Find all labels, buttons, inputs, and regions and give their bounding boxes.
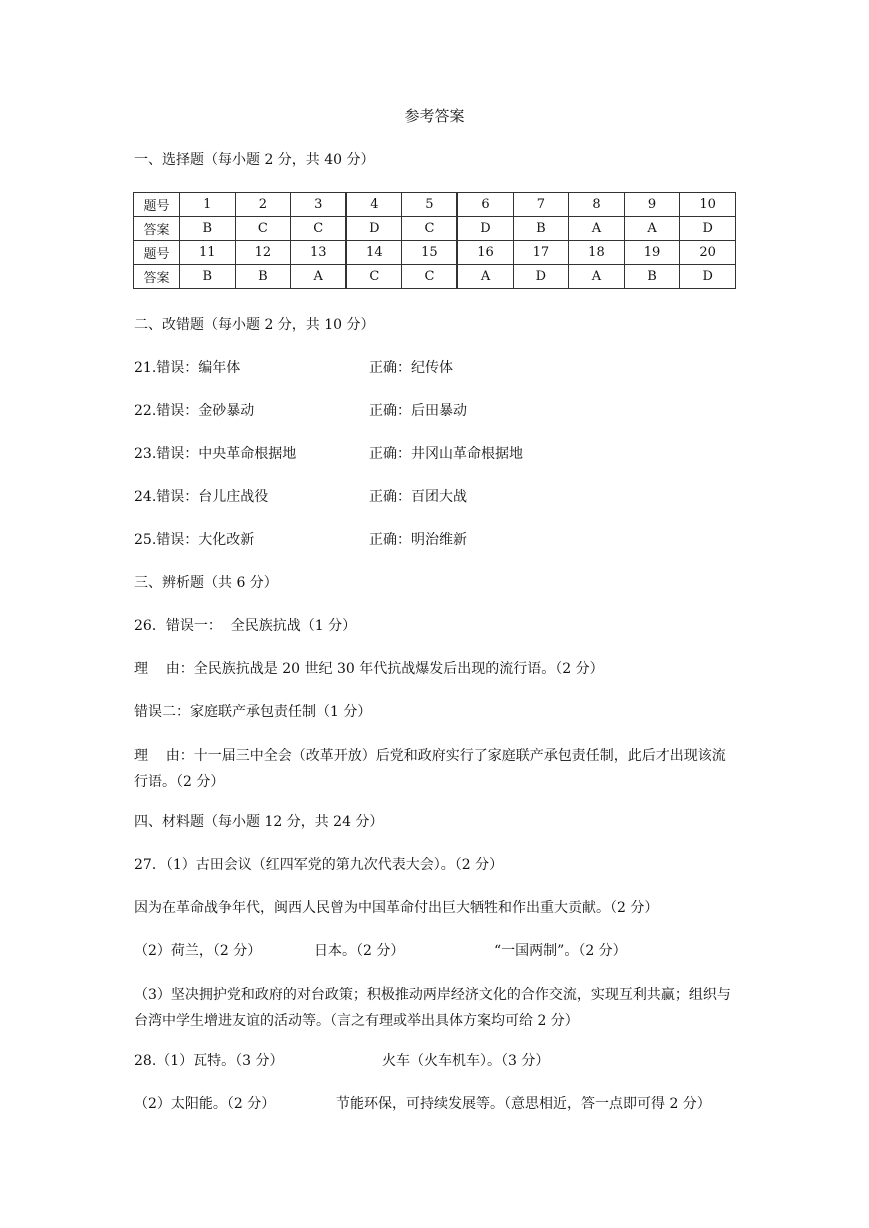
answer-table-cell: C	[291, 217, 347, 241]
answer-table-row-header: 题号	[134, 193, 180, 217]
answer-table-cell: 9	[624, 193, 680, 217]
q26-reason-two: 理 由：十一届三中全会（改革开放）后党和政府实行了家庭联产承包责任制，此后才出现该流行语。（2 分）	[134, 748, 726, 790]
q26-reason-one: 理 由：全民族抗战是 20 世纪 30 年代抗战爆发后出现的流行语。（2 分）	[134, 661, 604, 677]
answer-table-row-header: 答案	[134, 265, 180, 289]
answer-table-cell: B	[513, 217, 569, 241]
answer-table-cell: 6	[457, 193, 513, 217]
correction-21-wrong: 21.错误：编年体	[134, 360, 241, 376]
q27-part2-c: “一国两制”。（2 分）	[494, 943, 627, 959]
answer-table-cell: D	[346, 217, 402, 241]
q27-part2-a: （2）荷兰，（2 分）	[134, 943, 262, 959]
correction-23-wrong: 23.错误：中央革命根据地	[134, 446, 297, 462]
answer-table-cell: 17	[513, 241, 569, 265]
answer-table	[133, 192, 736, 289]
correction-24-wrong: 24.错误：台儿庄战役	[134, 489, 269, 505]
correction-25-right: 正确：明治维新	[369, 532, 467, 548]
answer-table-cell: 5	[402, 193, 458, 217]
answer-table-cell: 14	[346, 241, 402, 265]
answer-table-cell: A	[569, 265, 625, 289]
answer-table-cell: 15	[402, 241, 458, 265]
q28-part2-b: 节能环保，可持续发展等。（意思相近，答一点即可得 2 分）	[336, 1096, 711, 1112]
section2-heading: 二、改错题（每小题 2 分，共 10 分）	[134, 317, 375, 333]
answer-table-cell: 7	[513, 193, 569, 217]
answer-table-cell: 4	[346, 193, 402, 217]
q26-error-two: 错误二：家庭联产承包责任制（1 分）	[134, 704, 372, 720]
answer-table-row	[134, 217, 736, 241]
answer-table-cell: B	[180, 217, 236, 241]
answer-table-row-header: 答案	[134, 217, 180, 241]
answer-table-cell: A	[291, 265, 347, 289]
answer-table-cell: 1	[180, 193, 236, 217]
answer-table-cell: 8	[569, 193, 625, 217]
q28-part1-a: 28.（1）瓦特。（3 分）	[134, 1053, 284, 1069]
q28-part2-a: （2）太阳能。（2 分）	[134, 1096, 276, 1112]
correction-21-right: 正确：纪传体	[369, 360, 453, 376]
answer-table-cell: B	[235, 265, 291, 289]
answer-table-cell: 10	[680, 193, 736, 217]
answer-table-cell: 12	[235, 241, 291, 265]
correction-25-wrong: 25.错误：大化改新	[134, 532, 255, 548]
answer-table-row	[134, 193, 736, 217]
answer-table-row	[134, 265, 736, 289]
q27-part1: 27．（1）古田会议（红四军党的第九次代表大会）。（2 分）	[134, 857, 504, 873]
section3-heading: 三、辨析题（共 6 分）	[134, 575, 278, 591]
answer-table-cell: 2	[235, 193, 291, 217]
section1-heading: 一、选择题（每小题 2 分，共 40 分）	[134, 152, 375, 168]
page-title: 参考答案	[404, 107, 465, 125]
q26-error-one: 26．错误一： 全民族抗战（1 分）	[134, 618, 357, 634]
answer-table-cell: B	[624, 265, 680, 289]
answer-table-cell: D	[513, 265, 569, 289]
answer-table-cell: A	[569, 217, 625, 241]
answer-table-cell: C	[402, 265, 458, 289]
answer-table-cell: D	[680, 265, 736, 289]
correction-22-wrong: 22.错误：金砂暴动	[134, 403, 255, 419]
q28-part1-b: 火车（火车机车）。（3 分）	[382, 1053, 550, 1069]
correction-24-right: 正确：百团大战	[369, 489, 467, 505]
answer-table-row	[134, 241, 736, 265]
q27-part2-b: 日本。（2 分）	[314, 943, 405, 959]
answer-table-cell: D	[457, 217, 513, 241]
correction-23-right: 正确：井冈山革命根据地	[369, 446, 523, 462]
answer-table-cell: 3	[291, 193, 347, 217]
answer-table-cell: A	[457, 265, 513, 289]
answer-table-cell: 18	[569, 241, 625, 265]
answer-table-cell: C	[235, 217, 291, 241]
answer-table-cell: A	[624, 217, 680, 241]
answer-table-cell: 13	[291, 241, 347, 265]
correction-22-right: 正确：后田暴动	[369, 403, 467, 419]
q27-part3: （3）坚决拥护党和政府的对台政策；积极推动两岸经济文化的合作交流，实现互利共赢；组织与台湾中学生增进友谊的活动等。（言之有理或举出具体方案均可给 2 分）	[134, 987, 731, 1029]
answer-table-row-header: 题号	[134, 241, 180, 265]
answer-table-cell: 20	[680, 241, 736, 265]
answer-table-cell: C	[346, 265, 402, 289]
section4-heading: 四、材料题（每小题 12 分，共 24 分）	[134, 814, 384, 830]
answer-table-cell: 16	[457, 241, 513, 265]
answer-table-cell: 11	[180, 241, 236, 265]
q27-part1-reason: 因为在革命战争年代，闽西人民曾为中国革命付出巨大牺牲和作出重大贡献。（2 分）	[134, 900, 659, 916]
answer-table-cell: B	[180, 265, 236, 289]
answer-table-cell: 19	[624, 241, 680, 265]
answer-table-cell: D	[680, 217, 736, 241]
answer-table-cell: C	[402, 217, 458, 241]
